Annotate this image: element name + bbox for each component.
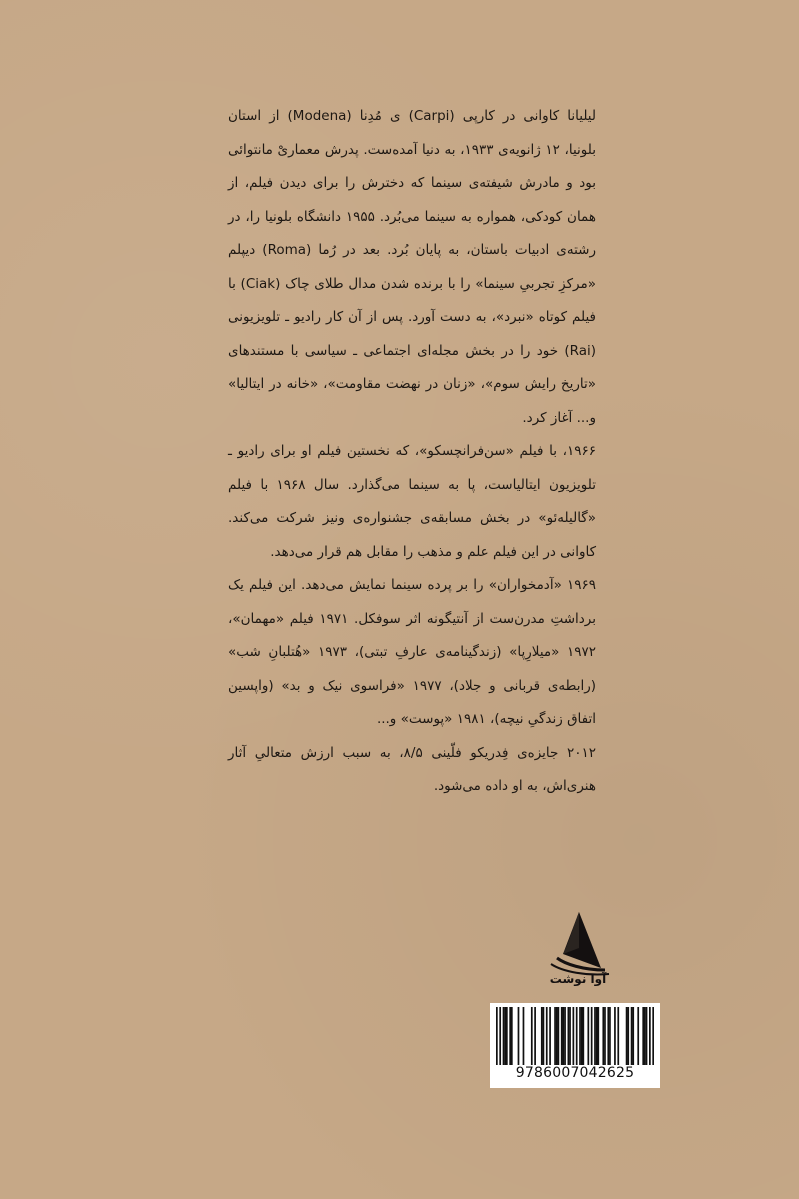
barcode-bar — [504, 1007, 506, 1065]
publisher-logo-icon — [543, 908, 613, 978]
barcode-bar — [637, 1007, 639, 1065]
barcode-bar — [594, 1007, 596, 1065]
bio-paragraph-award: ۲۰۱۲ جایزه‌ی فِدریکو فلّینی ۸/۵، به سبب ارزش متعالیِ آثار هنری‌اش، به او داده می‌شود. — [228, 744, 596, 794]
barcode-bar — [626, 1007, 628, 1065]
barcode-bar — [582, 1007, 584, 1065]
barcode-bar — [523, 1007, 525, 1065]
barcode-bar — [506, 1007, 508, 1065]
barcode-bar — [531, 1007, 533, 1065]
bio-paragraph-early-life: لیلیانا کاوانی در کارپی (Carpi) ی مُدِنا (Modena) از استان بلونیا، ۱۲ ژانویه‌ی ۱۹۳۳، به دنیا آمده‌ست. پدرش معماریْ مانتوائی بود و مادرش شیفته‌ی سینما که دخترش را برای دیدن فیلم، از همان کودکی، همواره به سینما می‌بُرد. ۱۹۵۵ دانشگاه بلونیا را، در رشته‌ی ادبیات باستان، به پایان بُرد. بعد در رُما (Roma) دیپلم «مرکزِ تجربیِ سینما» را با برنده شدن مدال طلای چاک (Ciak) با فیلم کوتاه «نبرد»، به دست آورد. پس از آن کار رادیو ـ تلویزیونی (Rai) خود را در بخش مجله‌ای اجتماعی ـ سیاسی با مستندهای «تاریخ رایش سوم»، «زنان در نهضت مقاومت»، «خانه در ایتالیا» و... آغاز کرد. — [228, 108, 596, 426]
author-biography — [228, 100, 596, 804]
barcode-bars — [496, 1007, 654, 1065]
barcode-bar — [573, 1007, 575, 1065]
isbn-barcode — [490, 1003, 660, 1088]
barcode-bar — [568, 1007, 570, 1065]
barcode-bar — [644, 1007, 646, 1065]
publisher-name: آوا نوشت — [549, 972, 607, 986]
barcode-bar — [499, 1007, 501, 1065]
barcode-bar — [607, 1007, 609, 1065]
publisher-logo — [543, 908, 613, 994]
barcode-bar — [604, 1007, 606, 1065]
barcode-bar — [518, 1007, 520, 1065]
barcode-bar — [602, 1007, 604, 1065]
barcode-bar — [597, 1007, 599, 1065]
bio-paragraph-filmography: ۱۹۶۹ «آدمخواران» را بر پرده سینما نمایش می‌دهد. این فیلم یک برداشتِ مدرن‌ست از آنتیگونه اثر سوفکل. ۱۹۷۱ فیلم «مهمان»، ۱۹۷۲ «میلارِپا» (زندگینامه‌ی عارفِ تبتی)، ۱۹۷۳ «هُتلبانِ شب» (رابطه‌ی قربانی و جلاد)، ۱۹۷۷ «فراسوی نیک و بد» (واپسین اتفاق زندگیِ نیچه)، ۱۹۸۱ «پوست» و... — [228, 577, 596, 727]
barcode-bar — [541, 1007, 543, 1065]
barcode-bar — [596, 1007, 598, 1065]
barcode-bar — [554, 1007, 556, 1065]
barcode-bar — [609, 1007, 611, 1065]
barcode-bar — [646, 1007, 648, 1065]
barcode-bar — [614, 1007, 616, 1065]
barcode-bar — [652, 1007, 654, 1065]
barcode-bar — [576, 1007, 578, 1065]
barcode-bar — [627, 1007, 629, 1065]
barcode-bar — [649, 1007, 651, 1065]
barcode-bar — [534, 1007, 536, 1065]
barcode-bar — [617, 1007, 619, 1065]
barcode-bar — [503, 1007, 505, 1065]
barcode-bar — [591, 1007, 593, 1065]
barcode-bar — [564, 1007, 566, 1065]
barcode-bar — [561, 1007, 563, 1065]
barcode-bar — [569, 1007, 571, 1065]
barcode-bar — [549, 1007, 551, 1065]
barcode-bar — [543, 1007, 545, 1065]
barcode-bar — [563, 1007, 565, 1065]
barcode-bar — [642, 1007, 644, 1065]
barcode-bar — [556, 1007, 558, 1065]
barcode-bar — [558, 1007, 560, 1065]
bio-paragraph-first-films: ۱۹۶۶، با فیلم «سن‌فرانچسکو»، که نخستین فیلم او برای رادیو ـ تلویزیون ایتالیاست، پا به سینما می‌گذارد. سال ۱۹۶۸ با فیلم «گالیله‌ئو» در بخش مسابقه‌ی جشنواره‌ی ونیز شرکت می‌کند. کاوانی در این فیلم علم و مذهب را مقابل هم قرار می‌دهد. — [228, 443, 596, 560]
barcode-bar — [579, 1007, 581, 1065]
barcode-bar — [587, 1007, 589, 1065]
barcode-bar — [632, 1007, 634, 1065]
isbn-number: 9786007042625 — [515, 1065, 635, 1081]
barcode-bar — [546, 1007, 548, 1065]
barcode-bar — [511, 1007, 513, 1065]
barcode-bar — [496, 1007, 498, 1065]
barcode-bar — [509, 1007, 511, 1065]
barcode-bar — [581, 1007, 583, 1065]
barcode-bar — [631, 1007, 633, 1065]
